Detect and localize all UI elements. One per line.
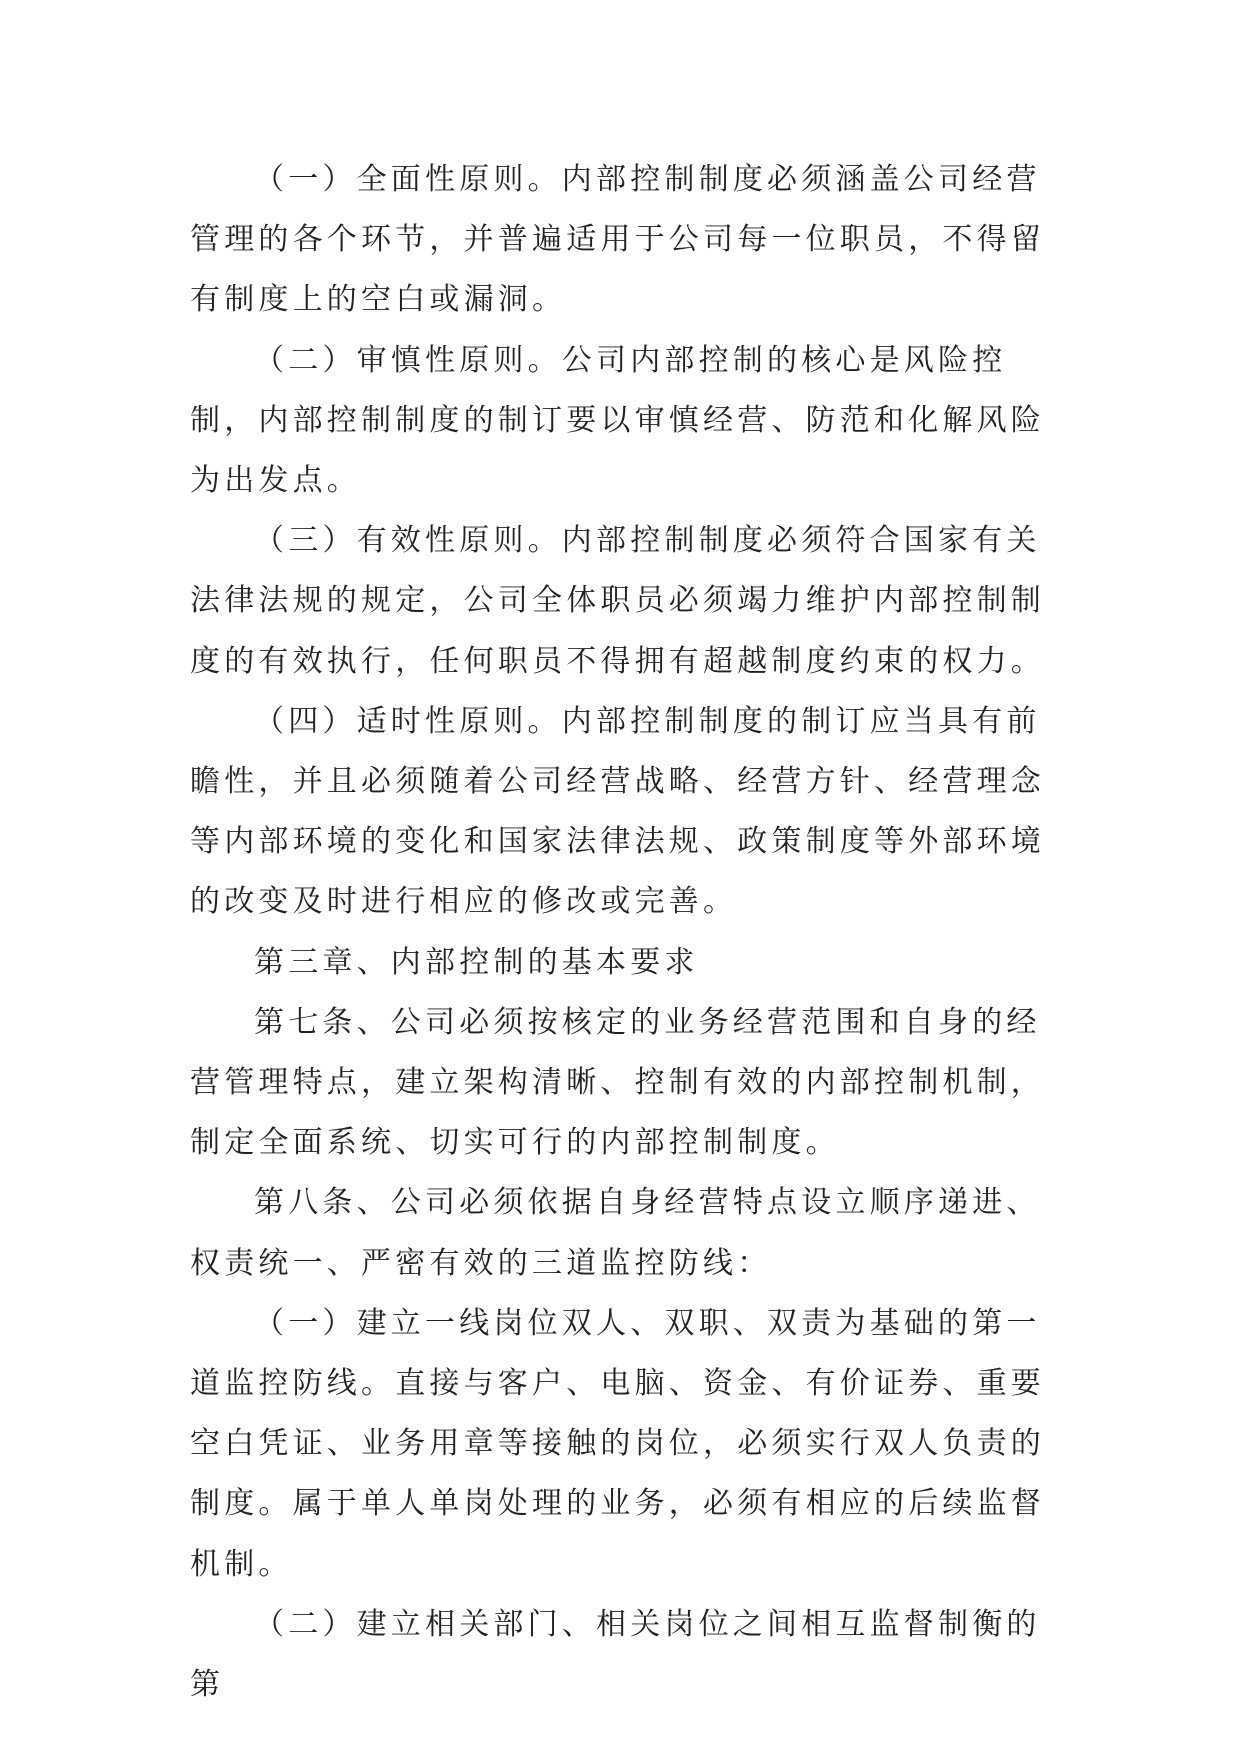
paragraph-first-defense-line: （一）建立一线岗位双人、双职、双责为基础的第一道监控防线。直接与客户、电脑、资金、有价证券、重要空白凭证、业务用章等接触的岗位，必须实行双人负责的制度。属于单人单岗处理的业务，必须有相应的后续监督机制。	[190, 1305, 1045, 1582]
chapter-heading: 第三章、内部控制的基本要求	[254, 944, 699, 980]
paragraph-principle-effectiveness: （三）有效性原则。内部控制制度必须符合国家有关法律法规的规定，公司全体职员必须竭力维护内部控制制度的有效执行，任何职员不得拥有超越制度约束的权力。	[190, 523, 1045, 679]
paragraph-article-7: 第七条、公司必须按核定的业务经营范围和自身的经营管理特点，建立架构清晰、控制有效的内部控制机制，制定全面系统、切实可行的内部控制制度。	[190, 1004, 1045, 1161]
paragraph-principle-timeliness: （四）适时性原则。内部控制制度的制订应当具有前瞻性，并且必须随着公司经营战略、经营方针、经营理念等内部环境的变化和国家法律法规、政策制度等外部环境的改变及时进行相应的修改或完善。	[190, 703, 1045, 920]
paragraph-article-8: 第八条、公司必须依据自身经营特点设立顺序递进、权责统一、严密有效的三道监控防线：	[190, 1185, 1041, 1281]
paragraph-principle-comprehensive: （一）全面性原则。内部控制制度必须涵盖公司经营管理的各个环节，并普遍适用于公司每一位职员，不得留有制度上的空白或漏洞。	[190, 162, 1045, 318]
paragraph-second-defense-line: （二）建立相关部门、相关岗位之间相互监督制衡的第	[190, 1606, 1041, 1703]
paragraph-principle-prudence: （二）审慎性原则。公司内部控制的核心是风险控制，内部控制制度的制订要以审慎经营、防范和化解风险为出发点。	[190, 342, 1045, 499]
document-body	[190, 150, 1050, 1715]
